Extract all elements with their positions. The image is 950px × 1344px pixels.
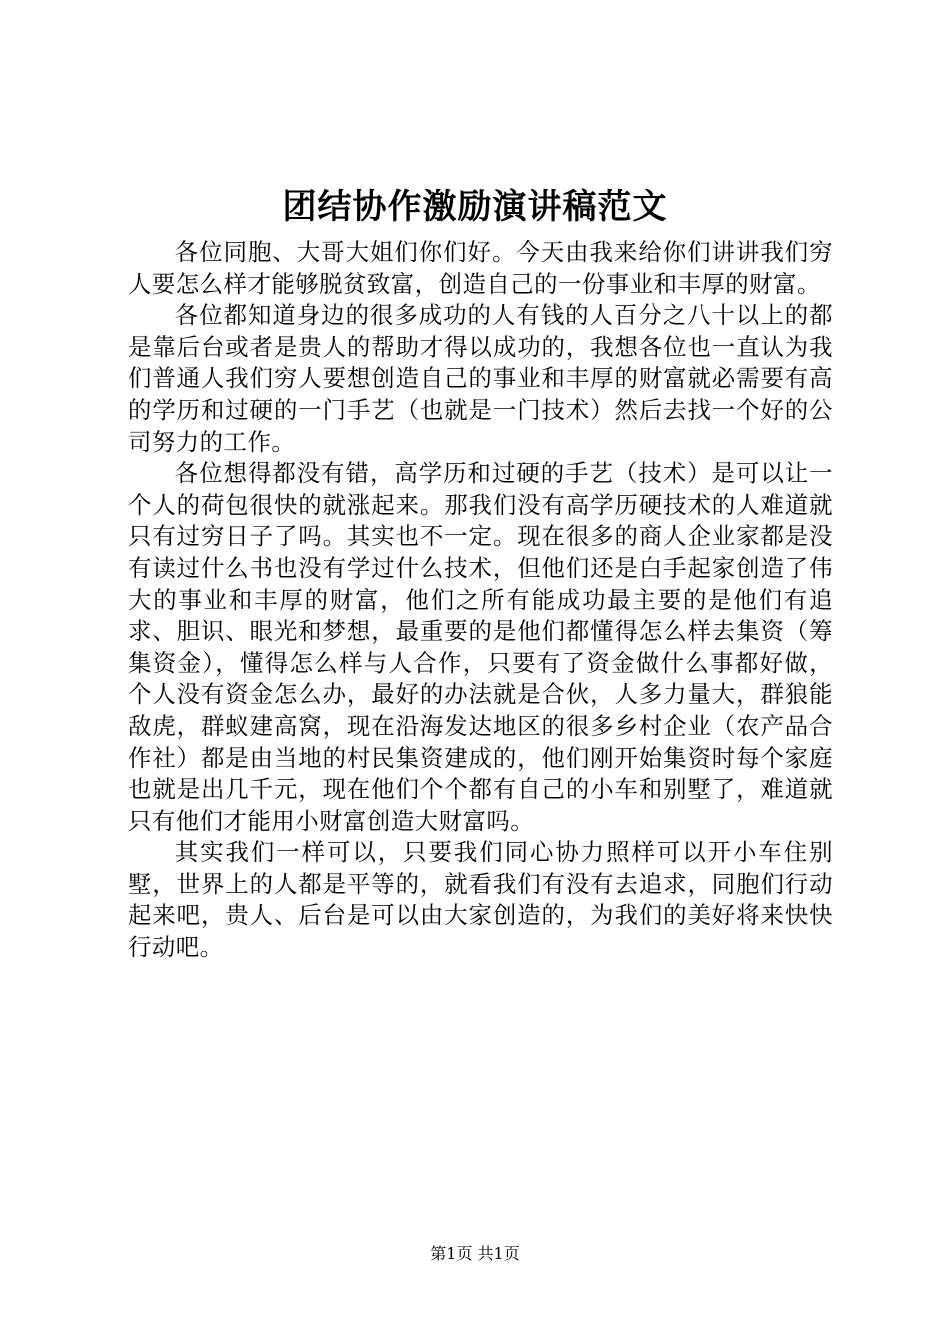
document-title: 团结协作激励演讲稿范文 xyxy=(282,187,668,227)
paragraph-4: 其实我们一样可以，只要我们同心协力照样可以开小车住别墅，世界上的人都是平等的，就看我们有没有去追求，同胞们行动起来吧，贵人、后台是可以由大家创造的，为我们的美好将来快快行动吧。 xyxy=(128,838,833,962)
paragraph-3: 各位想得都没有错，高学历和过硬的手艺（技术）是可以让一个人的荷包很快的就涨起来。那我们没有高学历硬技术的人难道就只有过穷日子了吗。其实也不一定。现在很多的商人企业家都是没有读过什么书也没有学过什么技术，但他们还是白手起家创造了伟大的事业和丰厚的财富，他们之所有能成功最主要的是他们有追求、胆识、眼光和梦想，最重要的是他们都懂得怎么样去集资（筹集资金），懂得怎么样与人合作，只要有了资金做什么事都好做，个人没有资金怎么办，最好的办法就是合伙，人多力量大，群狼能敌虎，群蚁建高窝，现在沿海发达地区的很多乡村企业（农产品合作社）都是由当地的村民集资建成的，他们刚开始集资时每个家庭也就是出几千元，现在他们个个都有自己的小车和别墅了，难道就只有他们才能用小财富创造大财富吗。 xyxy=(128,459,833,835)
paragraph-1: 各位同胞、大哥大姐们你们好。今天由我来给你们讲讲我们穷人要怎么样才能够脱贫致富，创造自己的一份事业和丰厚的财富。 xyxy=(128,238,833,298)
document-body xyxy=(128,237,833,964)
paragraph-2: 各位都知道身边的很多成功的人有钱的人百分之八十以上的都是靠后台或者是贵人的帮助才得以成功的，我想各位也一直认为我们普通人我们穷人要想创造自己的事业和丰厚的财富就必需要有高的学历和过硬的一门手艺（也就是一门技术）然后去找一个好的公司努力的工作。 xyxy=(128,301,833,456)
page-footer: 第1页 共1页 xyxy=(430,1244,520,1263)
